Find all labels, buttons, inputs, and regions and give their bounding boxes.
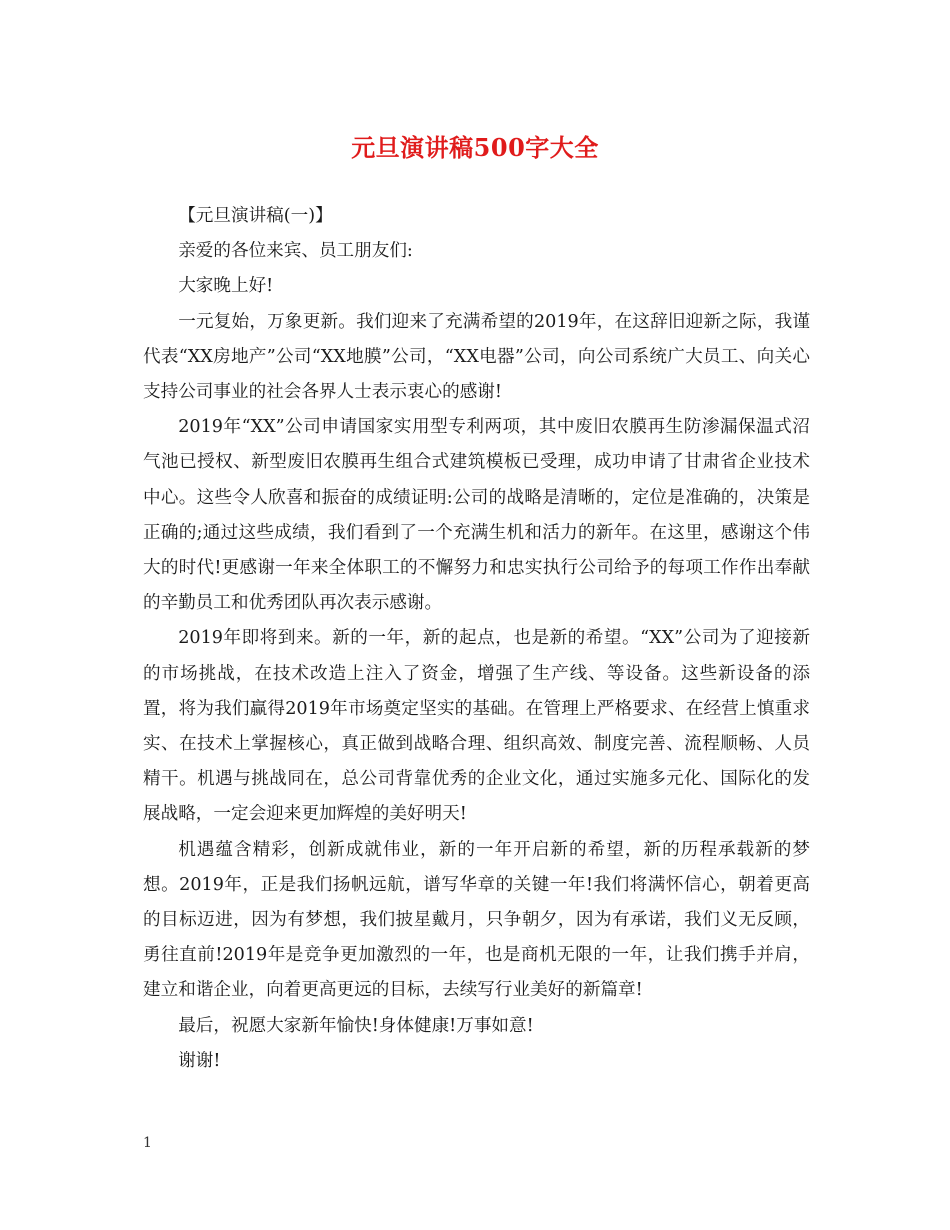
closing-wishes: 最后，祝愿大家新年愉快!身体健康!万事如意!	[178, 1015, 534, 1036]
greeting: 大家晚上好!	[178, 276, 274, 297]
closing-thanks: 谢谢!	[178, 1050, 221, 1071]
section-heading: 【元旦演讲稿(一)】	[178, 206, 333, 226]
body-paragraph: 一元复始，万象更新。我们迎来了充满希望的2019年，在这辞旧迎新之际，我谨代表“XX房地产”公司“XX地膜”公司，“XX电器”公司，向公司系统广大员工、向关心支持公司事业的社会各界人士表示衷心的感谢!	[143, 311, 810, 403]
document-body	[143, 199, 810, 1079]
body-paragraph: 2019年即将到来。新的一年，新的起点，也是新的希望。“XX”公司为了迎接新的市场挑战，在技术改造上注入了资金，增强了生产线、等设备。这些新设备的添置，将为我们赢得2019年市场奠定坚实的基础。在管理上严格要求、在经营上慎重求实、在技术上掌握核心，真正做到战略合理、组织高效、制度完善、流程顺畅、人员精干。机遇与挑战同在，总公司背靠优秀的企业文化，通过实施多元化、国际化的发展战略，一定会迎来更加辉煌的美好明天!	[143, 628, 810, 825]
body-paragraph: 2019年“XX”公司申请国家实用型专利两项，其中废旧农膜再生防渗漏保温式沼气池已授权、新型废旧农膜再生组合式建筑模板已受理，成功申请了甘肃省企业技术中心。这些令人欣喜和振奋的成绩证明:公司的战略是清晰的，定位是准确的，决策是正确的;通过这些成绩，我们看到了一个充满生机和活力的新年。在这里，感谢这个伟大的时代!更感谢一年来全体职工的不懈努力和忠实执行公司给予的每项工作作出奉献的辛勤员工和优秀团队再次表示感谢。	[143, 417, 810, 614]
body-paragraph: 机遇蕴含精彩，创新成就伟业，新的一年开启新的希望，新的历程承载新的梦想。2019年，正是我们扬帆远航，谱写华章的关键一年!我们将满怀信心，朝着更高的目标迈进，因为有梦想，我们披星戴月，只争朝夕，因为有承诺，我们义无反顾，勇往直前!2019年是竞争更加激烈的一年，也是商机无限的一年，让我们携手并肩，建立和谐企业，向着更高更远的目标，去续写行业美好的新篇章!	[143, 839, 810, 1001]
salutation: 亲爱的各位来宾、员工朋友们:	[178, 241, 413, 262]
page-number: 1	[143, 1135, 152, 1151]
document-title: 元旦演讲稿500字大全	[351, 133, 599, 162]
